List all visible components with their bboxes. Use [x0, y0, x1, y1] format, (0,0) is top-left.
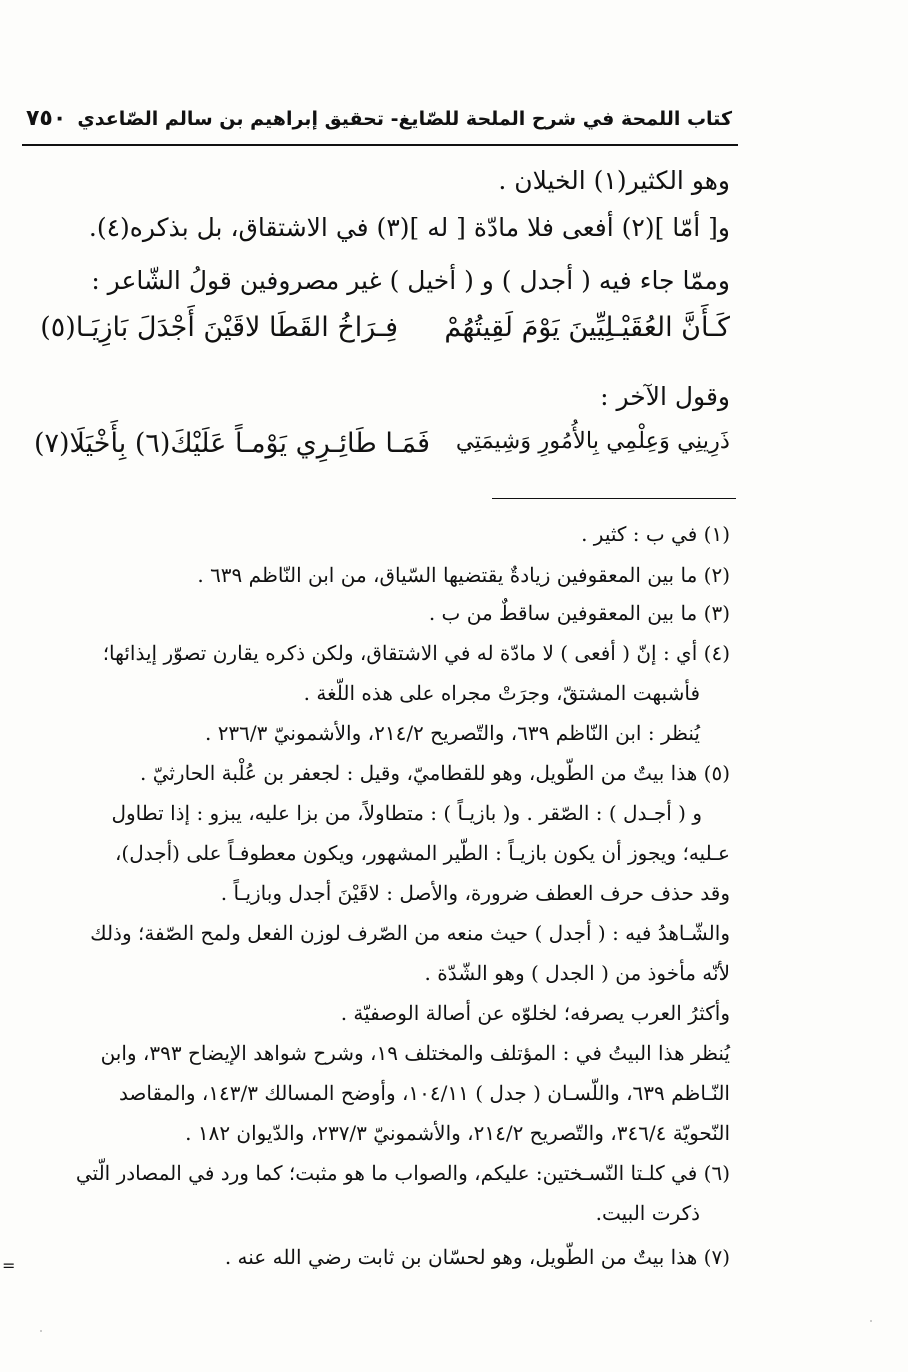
margin-mark: = — [2, 1256, 16, 1275]
footnote-5-line-8: يُنظر هذا البيتُ في : المؤتلف والمختلف ١٩، وشرح شواهد الإيضاح ٣٩٣، وابن — [100, 1041, 730, 1065]
footnote-5: (٥) هذا بيتٌ من الطّويل، وهو للقطاميّ، وقيل : لجعفر بن عُلْبة الحارثيّ . — [139, 761, 730, 785]
scan-speck — [870, 1320, 872, 1322]
body-line-2: و[ أمّا ](٢) أفعى فلا مادّة [ له ](٣) في الاشتقاق، بل بذكره(٤). — [88, 213, 730, 242]
footnote-6-cont: ذكرت البيت. — [595, 1201, 700, 1225]
scan-speck — [40, 1330, 42, 1332]
footnote-5-line-5: والشّـاهدُ فيه : ( أجدل ) حيث منعه من الصّرف لوزن الفعل ولمح الصّفة؛ وذلك — [90, 921, 730, 945]
verse-2-second-hemistich: فَمَـا طَائِـرِي يَوْمـاً عَلَيْكَ(٦) بِأَخْيَلَا(٧) — [33, 428, 430, 459]
footnote-5-line-6: لأنّه مأخوذ من ( الجدل ) وهو الشّدّة . — [424, 961, 730, 985]
footnote-5-line-4: وقد حذف حرف العطف ضرورة، والأصل : لاقَيْنَ أجدل وبازيـاً . — [220, 881, 730, 905]
footnote-4-cont: فأشبهت المشتقّ، وجرَتْ مجراه على هذه اللّغة . — [303, 681, 700, 705]
footnote-7: (٧) هذا بيتٌ من الطّويل، وهو لحسّان بن ثابت رضي الله عنه . — [224, 1245, 730, 1269]
footnote-5-line-3: عـليه؛ ويجوز أن يكون بازيـاً : الطّير المشهور، ويكون معطوفـاً على (أجدل)، — [114, 841, 730, 865]
footnote-4-ref: يُنظر : ابن النّاظم ٦٣٩، والتّصريح ٢١٤/٢، والأشمونيّ ٢٣٦/٣ . — [204, 721, 700, 745]
body-line-3: وممّا جاء فيه ( أجدل ) و ( أخيل ) غير مصروفين قولُ الشّاعر : — [91, 266, 730, 295]
running-header — [22, 104, 738, 146]
book-title: كتاب اللمحة في شرح الملحة للصّايغ- تحقيق إبراهيم بن سالم الصّاعدي — [77, 108, 732, 130]
footnote-2: (٢) ما بين المعقوفين زيادةٌ يقتضيها السّياق، من ابن النّاظم ٦٣٩ . — [197, 563, 730, 587]
verse-1-second-hemistich: فِـرَاخُ القَطَا لاقَيْنَ أَجْدَلَ بَازِيَـا(٥) — [40, 312, 398, 343]
footnote-5-line-9: النّـاظم ٦٣٩، واللّسـان ( جدل ) ١٠٤/١١، وأوضح المسالك ١٤٣/٣، والمقاصد — [118, 1081, 730, 1105]
body-line-4: وقول الآخر : — [600, 382, 730, 411]
verse-1-first-hemistich: كَـأَنَّ العُقَيْـلِيِّينَ يَوْمَ لَقِيتُهُمْ — [444, 312, 730, 343]
page-number: ٧٥٠ — [26, 106, 67, 131]
verse-2-first-hemistich: ذَرِينِي وَعِلْمِي بِالأُمُورِ وَشِيمَتِي — [455, 428, 730, 454]
footnote-5-line-2: و ( أجـدل ) : الصّقر . و( بازيـاً ) : متطاولاً، من بزا عليه، يبزو : إذا تطاول — [111, 801, 702, 825]
body-line-1: وهو الكثير(١) الخيلان . — [498, 166, 730, 195]
footnote-separator — [492, 498, 736, 499]
footnote-1: (١) في ب : كثير . — [581, 522, 730, 546]
footnote-6: (٦) في كلـتا النّسـختين: عليكم، والصواب ما هو مثبت؛ كما ورد في المصادر الّتي — [75, 1161, 730, 1185]
footnote-5-line-10: النّحويّة ٣٤٦/٤، والتّصريح ٢١٤/٢، والأشمونيّ ٢٣٧/٣، والدّيوان ١٨٢ . — [185, 1121, 730, 1145]
footnote-3: (٣) ما بين المعقوفين ساقطٌ من ب . — [428, 601, 730, 625]
footnote-5-line-7: وأكثرُ العرب يصرفه؛ لخلوّه عن أصالة الوصفيّة . — [340, 1001, 730, 1025]
footnote-4: (٤) أي : إنّ ( أفعى ) لا مادّة له في الاشتقاق، ولكن ذكره يقارن تصوّر إيذائها؛ — [102, 641, 730, 665]
